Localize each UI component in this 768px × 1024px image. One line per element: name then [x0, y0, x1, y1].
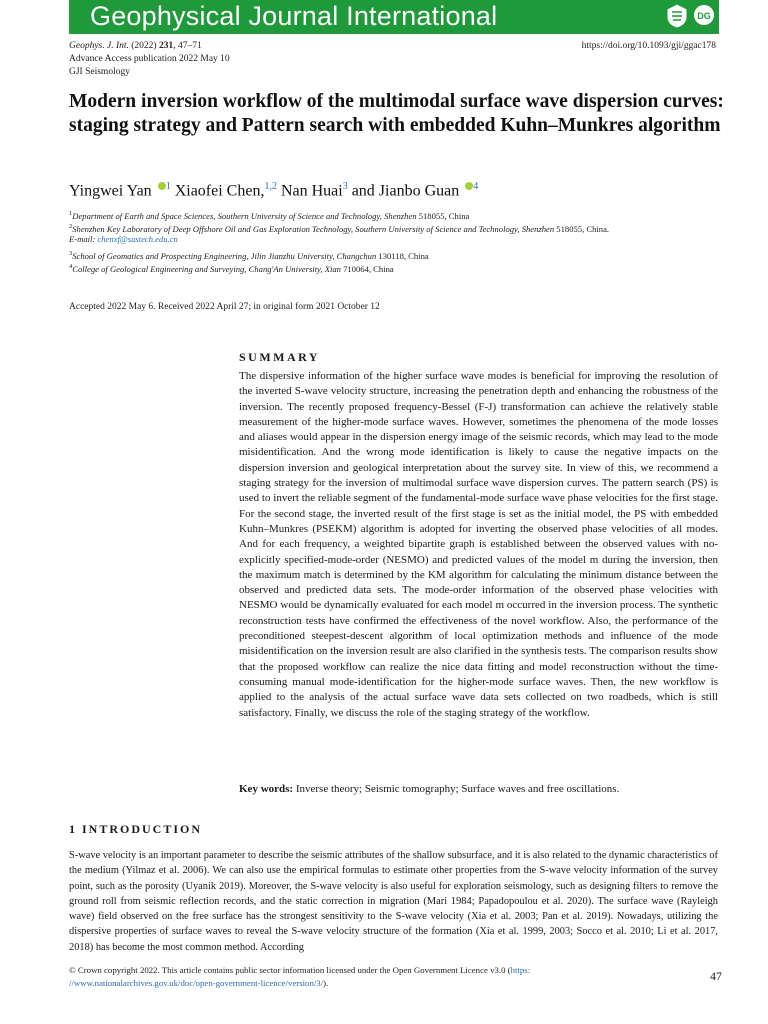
- orcid-icon[interactable]: [158, 182, 166, 190]
- affiliation-number: 4: [69, 263, 73, 270]
- author-affiliation-ref[interactable]: 4: [473, 181, 479, 192]
- journal-banner: [69, 0, 719, 34]
- affiliation: [69, 260, 729, 276]
- citation-year: (2022): [128, 41, 159, 51]
- author-affiliation-ref[interactable]: 1: [165, 181, 171, 192]
- keywords-label: Key words:: [239, 783, 294, 795]
- page-number: 47: [710, 969, 722, 983]
- svg-text:DG: DG: [697, 11, 711, 21]
- affiliation-number: 2: [69, 223, 73, 230]
- author-list: [69, 181, 478, 200]
- introduction-text: S-wave velocity is an important parameter to describe the seismic attributes of the shallow subsurface, and it is also related to the dynamic characteristics of the medium (Yilmaz et al. 2006). We can also use the empirical formulas to estimate other properties from the S-wave velocity information of the survey point, such as the porosity (Uyanik 2019). Moreover, the S-wave velocity is also useful for exploration seismology, such as designing filters to remove the ground roll from seismic reflection records, and the static correction in migration (Mari 1984; Papadopoulou et al. 2020). The surface wave (Rayleigh wave) field observed on the free surface has the strongest sensitivity to the S-wave velocity (Xia et al. 2003; Pan et al. 2019). Nowadays, utilizing the dispersive properties of surface waves to reveal the S-wave velocity structure of the formation (Xia et al. 1999, 2003; Socco et al. 2010; Li et al. 2017, 2018) has become the most common method. According: [69, 850, 718, 953]
- affiliation-number: 3: [69, 250, 73, 257]
- author-name: Yingwei Yan: [69, 182, 152, 200]
- affiliation-text: School of Geomatics and Prospecting Engineering, Jilin Jianzhu University, Changchun: [72, 250, 377, 261]
- affiliation-text: Shenzhen Key Laboratory of Deep Offshore Oil and Gas Exploration Technology, Southern University of Science and Technology, Shenzhen: [72, 223, 555, 234]
- keywords: [239, 783, 619, 795]
- citation-line: [69, 41, 202, 51]
- received-dates: Accepted 2022 May 6. Received 2022 April 27; in original form 2021 October 12: [69, 302, 380, 312]
- copyright-close: ).: [323, 978, 329, 988]
- affiliation-text: College of Geological Engineering and Surveying, Chang'An University, Xian: [72, 263, 341, 274]
- author-affiliation-ref[interactable]: 3: [342, 181, 348, 192]
- publisher-logos: [664, 2, 715, 30]
- author-name: Xiaofei Chen,: [174, 182, 265, 200]
- affiliation-text: Department of Earth and Space Sciences, Southern University of Science and Technology, Shenzhen: [72, 210, 417, 221]
- citation-pages: , 47–71: [173, 41, 202, 51]
- journal-title: Geophysical Journal International: [90, 1, 498, 31]
- licence-link[interactable]: https:: [510, 965, 531, 975]
- introduction-heading: 1 INTRODUCTION: [69, 822, 203, 836]
- keywords-text: Inverse theory; Seismic tomography; Surface waves and free oscillations.: [295, 783, 620, 795]
- ras-crest-icon: [664, 2, 690, 30]
- email-label: E-mail:: [69, 234, 98, 244]
- author-name: Nan Huai: [280, 182, 343, 200]
- copyright-text: © Crown copyright 2022. This article contains public sector information licensed under the Open Government Licence v3.0 (: [69, 965, 511, 975]
- affiliation-postcode: 518055, China.: [554, 223, 610, 234]
- affiliation-postcode: 710064, China: [340, 263, 394, 274]
- copyright-footer: [69, 964, 669, 990]
- citation-volume: 231: [158, 41, 174, 51]
- email-link[interactable]: chenxf@sustech.edu.cn: [97, 234, 178, 244]
- author-name: and Jianbo Guan: [351, 182, 460, 200]
- affiliation-postcode: 130118, China: [376, 250, 429, 261]
- summary-heading: SUMMARY: [239, 350, 321, 364]
- affiliation-email: [69, 233, 729, 246]
- citation-journal: Geophys. J. Int.: [69, 41, 129, 51]
- journal-section: GJI Seismology: [69, 67, 130, 77]
- article-title: Modern inversion workflow of the multimodal surface wave dispersion curves: staging strategy and Pattern search with embedded Kuhn–Munkres algorithm: [69, 91, 724, 136]
- advance-access: Advance Access publication 2022 May 10: [69, 54, 230, 64]
- affiliation-number: 1: [69, 210, 73, 217]
- doi-link[interactable]: https://doi.org/10.1093/gji/ggac178: [581, 41, 716, 51]
- author-affiliation-ref[interactable]: 1,2: [264, 181, 277, 192]
- summary-section: [239, 350, 718, 721]
- affiliation-postcode: 518055, China: [416, 210, 470, 221]
- dgg-logo-icon: [693, 2, 715, 30]
- summary-text: The dispersive information of the higher surface wave modes is beneficial for improving the resolution of the inverted S-wave velocity structure, increasing the penetration depth and enhancing the robustness of the inversion. The recently proposed frequency-Bessel (F-J) transformation can achieve the relatively stable measurement of the higher-mode surface waves. However, sometimes the phenomena of the mode losses and aliases would appear in the dispersion energy image of the seismic records, which may lead to the mode misidentification. And the wrong mode identification is likely to cause the negative impacts on the dispersion inversion and geological interpretation about the survey site. In view of this, we recommend a staging strategy for the inversion of multimodal surface wave dispersion curves. The pattern search (PS) is used to invert the reliable segment of the fundamental-mode surface wave phase velocities for the first stage. For the second stage, the inverted result of the first stage is set as the initial model, the PS with embedded Kuhn–Munkres (PSEKM) algorithm is adopted for inverting the observed phase velocities of all modes. And for each frequency, a weighted bipartite graph is established between the observed values with no-explicitly specified-mode-order (NESMO) and predicted values of the model m during the inversion, then the maximum match is determined by the KM algorithm for calculating the minimum distance between the observed and predicted data sets. The mode-order information of the observed phase velocities with NESMO would be dynamically evaluated for each model m occurred in the inversion process. The synthetic reconstruction tests have confirmed the effectiveness of the novel workflow. Also, the performance of the preconditioned steepest-descent algorithm of local optimization methods and influence of the mode misidentification on the inversion result are also clarified in the synthesis tests. The comparison results show that the proposed workflow can realize the nice data fitting and model reconstruction without the time-consuming manual mode-identification for the higher-mode surface waves. Then, the new workflow is applied to the analysis of the actual surface wave data sets collected on two roadbeds, which is still satisfactory. Finally, we discuss the role of the staging strategy of the workflow.: [239, 370, 718, 719]
- licence-link-cont[interactable]: //www.nationalarchives.gov.uk/doc/open-government-licence/version/3/: [69, 978, 324, 988]
